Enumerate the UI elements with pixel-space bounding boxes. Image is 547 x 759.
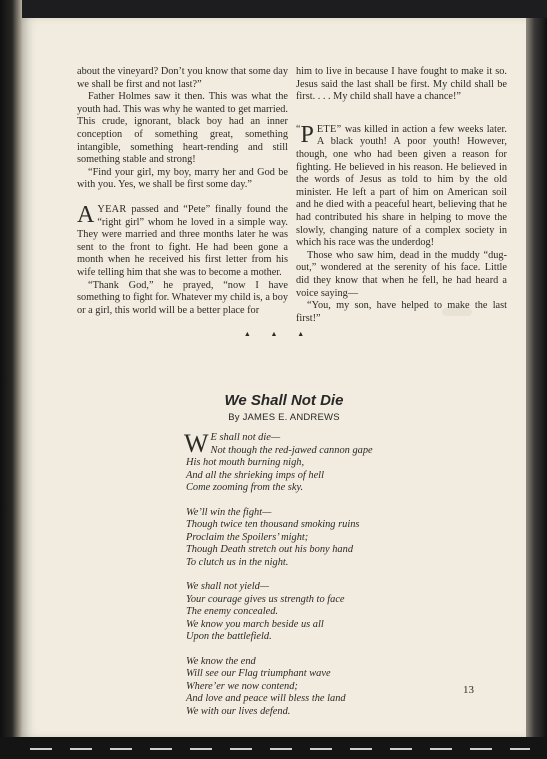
poem-line: Your courage gives us strength to face: [186, 593, 345, 605]
triangle-ornament: ▲: [243, 330, 251, 338]
drop-cap: W: [184, 429, 209, 458]
poem-stanza: [184, 429, 446, 495]
dashed-rule: [30, 748, 530, 750]
drop-cap: A: [77, 201, 95, 228]
poem-line: Will see our Flag triumphant wave: [186, 668, 331, 679]
magazine-page: [22, 18, 526, 737]
open-quote: “: [296, 123, 301, 135]
poem-line: The enemy concealed.: [186, 606, 279, 617]
poem-byline: By JAMES E. ANDREWS: [228, 412, 340, 423]
poem-stanza: [186, 581, 446, 644]
lead-in: YEAR: [97, 203, 127, 215]
paragraph: him to live in because I have fought to make it so. Jesus said the last shall be first. My child shall be first. . . . My child shall have a chance!”: [296, 66, 507, 103]
poem-line: Though twice ten thousand smoking ruins: [186, 519, 360, 530]
paragraph: “You, my son, have helped to make the last first!”: [296, 300, 507, 324]
paragraph: Those who saw him, dead in the muddy “dug-out,” wondered at the serenity of his face. Little did they know that when he fell, he had heard a voice saying—: [296, 249, 507, 299]
poem-title: We Shall Not Die: [224, 392, 344, 409]
section-separator: [22, 330, 526, 338]
paragraph-dropcap: [77, 201, 288, 280]
poem-line: And all the shrieking imps of hell: [186, 469, 324, 481]
page-number: 13: [463, 684, 474, 696]
poem-line: Proclaim the Spoilers’ might;: [186, 531, 309, 543]
paragraph-dropcap: [296, 121, 507, 250]
poem-line: Upon the battlefield.: [186, 631, 272, 642]
triangle-ornament: ▲: [297, 330, 305, 338]
left-text-column: [77, 66, 288, 317]
poem-line: We know you march beside us all: [186, 618, 324, 630]
poem-line: His hot mouth burning nigh,: [186, 457, 305, 468]
right-text-column: [296, 66, 507, 325]
poem-line: We with our lives defend.: [186, 705, 291, 717]
poem-line: We know the end: [186, 655, 256, 667]
paragraph-text: passed and “Pete” finally found the “right girl” whom he loved in a simple way. They were married and three months later he was sent to the front to fight. He had been gone a month when he received his first letter from his wife telling him that she was to become a mother.: [77, 203, 288, 278]
poem-line: Not though the red-jawed cannon gape: [210, 444, 373, 456]
poem-line: Though Death stretch out his bony hand: [186, 544, 354, 555]
drop-cap: P: [300, 121, 314, 148]
page-edge-shadow: [526, 18, 547, 737]
paragraph: “Find your girl, my boy, marry her and God be with you. Yes, we shall be first some day.”: [77, 166, 288, 191]
paragraph: Father Holmes saw it then. This was what the youth had. This was why he wanted to get married. This crude, ignorant, black boy had an inner conception of something great, something intangible, something heart-rending and still something stable and strong!: [77, 91, 288, 166]
poem-line: We’ll win the fight—: [186, 506, 272, 518]
binding-spine: [0, 0, 22, 759]
paragraph: about the vineyard? Don’t you know that some day we shall be first and not last?”: [77, 66, 288, 90]
lead-in: ETE”: [316, 123, 342, 135]
poem-body: [184, 429, 446, 730]
poem-line: To clutch us in the night.: [186, 556, 289, 568]
poem-stanza: [186, 507, 446, 570]
poem-line: And love and peace will bless the land: [186, 693, 346, 704]
triangle-ornament: ▲: [270, 330, 278, 338]
paper-smudge: [442, 308, 472, 316]
poem-stanza: [186, 656, 446, 719]
paragraph: “Thank God,” he prayed, “now I have something to fight for. Whatever my child is, a boy or a girl, this world will be a better place for: [77, 279, 288, 316]
poem-line: E shall not die—: [210, 432, 281, 443]
poem-line: We shall not yield—: [186, 581, 270, 592]
poem-line: Come zooming from the sky.: [186, 482, 304, 493]
paragraph-text: was killed in action a few weeks later. A black youth! A poor youth! However, though, one who had been given a reason for fighting. He believed in his reason. He believed in the words of Jesus as told to him by the old minister. He left a part of him on American soil and he died with a peaceful heart, believing that he had contributed his share in helping to move the slowly, changing nature of a complex society in which his race was the underdog!: [296, 123, 507, 249]
poem-line: Where’er we now contend;: [186, 680, 298, 692]
